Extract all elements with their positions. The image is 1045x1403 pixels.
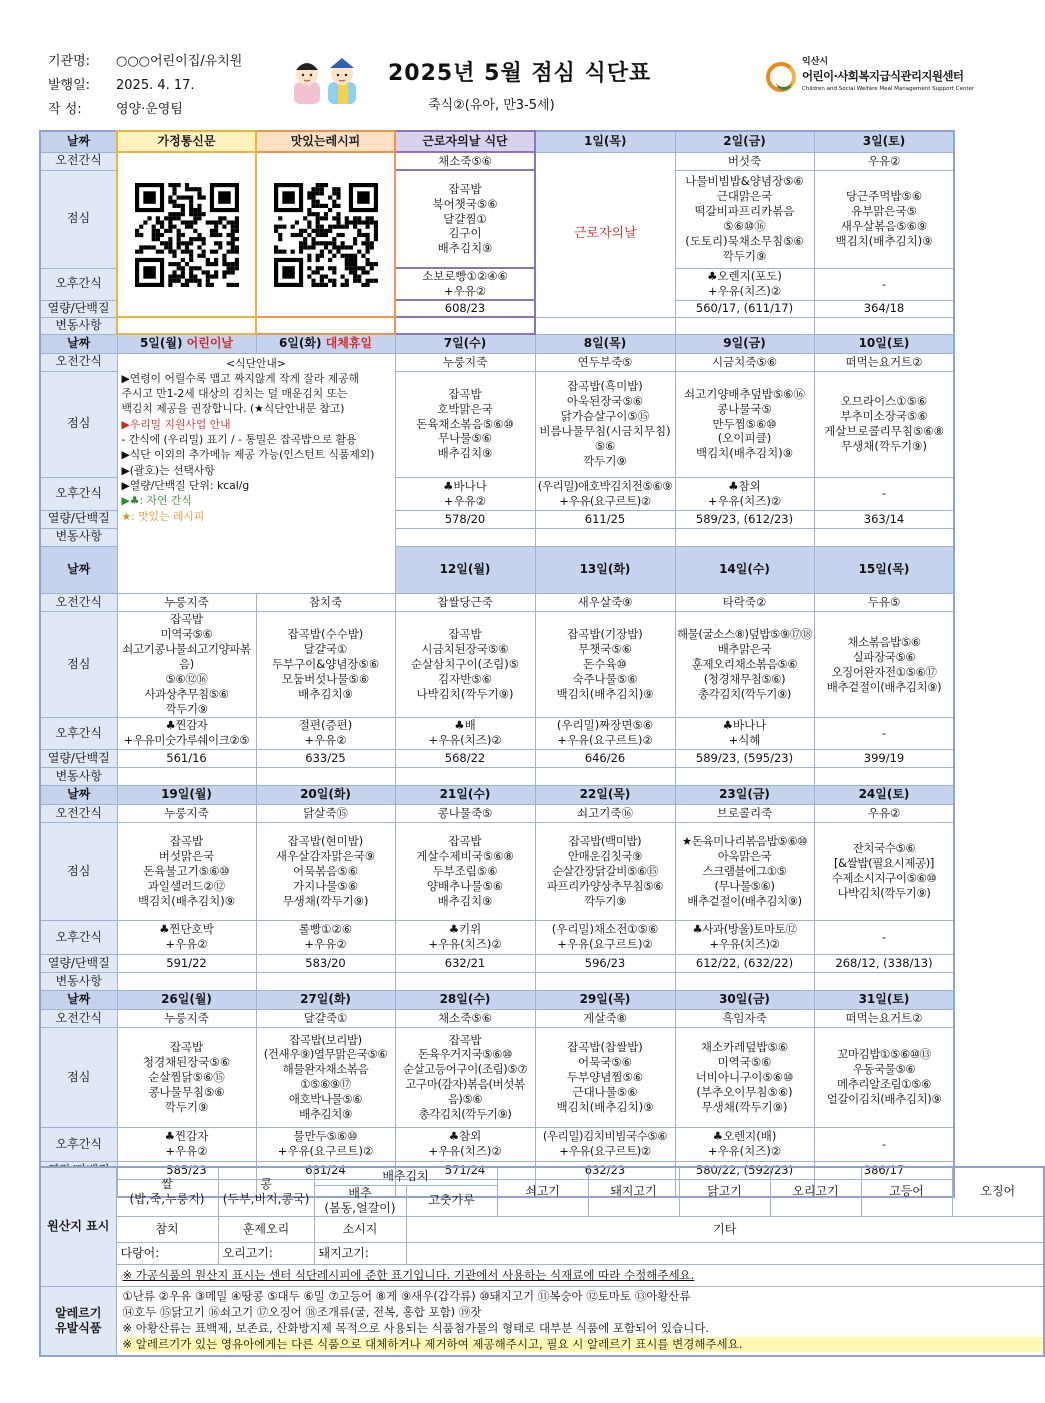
- energy-protein: 268/12, (338/13): [814, 954, 954, 972]
- document-header: [0, 0, 992, 128]
- lunch-menu: 나물비빔밥&양념장⑤⑥ 근대맑은국 떡갈비파프리카볶음 ⑤⑥⑩⑯ (도토리)묵채소무침⑤⑥ 깍두기⑨: [675, 170, 814, 268]
- guide-title: <식단안내>: [226, 356, 286, 370]
- origin-item-sausage: 소시지: [314, 1216, 406, 1242]
- am-snack: 시금치죽⑤⑥: [675, 353, 814, 371]
- guide-line: 백김치 제공을 권장합니다. (★식단안내문 참고): [121, 402, 345, 416]
- energy-protein: 399/19: [814, 749, 954, 767]
- page-title: 2025년 5월 점심 식단표: [388, 61, 652, 86]
- head-day: 28일(수): [395, 990, 535, 1009]
- origin-note: [116, 1264, 1044, 1286]
- pm-snack: (우리밀)채소전①⑤⑥ +우유(요구르트)②: [535, 920, 675, 954]
- week3-lunch-row: [40, 612, 954, 718]
- row-label-date: 날짜: [40, 546, 117, 594]
- head-tasty-recipe: 맛있는레시피: [256, 131, 395, 152]
- head-day: 8일(목): [535, 334, 675, 353]
- row-label-date: 날짜: [40, 334, 117, 353]
- changes-cell[interactable]: [395, 528, 535, 546]
- energy-protein: 631/24: [256, 1161, 395, 1179]
- pm-snack: ♣배 +우유(치즈)②: [395, 717, 535, 749]
- page-subtitle: 죽식②(유아, 만3-5세): [428, 98, 555, 113]
- qr-code-family-letter[interactable]: [135, 183, 239, 287]
- changes-cell[interactable]: [675, 528, 814, 546]
- agency-line: [48, 50, 242, 69]
- origin-item-rice: 쌀 (밥,죽,누룽지): [116, 1167, 218, 1216]
- am-snack: 채소죽⑤⑥: [395, 152, 535, 170]
- center-logo: [766, 54, 975, 104]
- menu-guide-box: [117, 353, 395, 594]
- head-day: 15일(목): [814, 546, 954, 594]
- changes-cell[interactable]: [395, 317, 535, 334]
- head-day: 10일(토): [814, 334, 954, 353]
- energy-protein: 386/17: [814, 1161, 954, 1179]
- changes-cell[interactable]: [256, 767, 395, 785]
- energy-protein: 632/21: [395, 954, 535, 972]
- energy-protein: 583/20: [256, 954, 395, 972]
- week2-date-row: [40, 334, 954, 353]
- pm-snack: -: [814, 717, 954, 749]
- pm-snack: (우리밀)애호박김치전⑤⑥⑨ +우유(요구르트)②: [535, 477, 675, 510]
- row-label-pm-snack: 오후간식: [40, 1127, 117, 1161]
- pm-snack: ♣참외 +우유(치즈)②: [395, 1127, 535, 1161]
- week1-am-row: [40, 152, 954, 170]
- lunch-menu: 잡곡밥 호박맑은국 돈육채소볶음⑤⑥⑩ 무나물⑤⑥ 배추김치⑨: [395, 371, 535, 477]
- changes-cell[interactable]: [814, 767, 954, 785]
- allergy-row: [40, 1286, 1044, 1356]
- guide-line-tasty-recipe: ★: 맛있는 레시피: [121, 509, 205, 523]
- energy-protein: 611/25: [535, 510, 675, 528]
- qr-code-recipe[interactable]: [274, 183, 378, 287]
- origin-item-tuna: 참치: [116, 1216, 218, 1242]
- row-label-lunch: 점심: [40, 1027, 117, 1127]
- energy-protein: 632/23: [535, 1161, 675, 1179]
- head-day: 24일(토): [814, 785, 954, 804]
- pm-snack: -: [814, 920, 954, 954]
- am-snack: 게살죽⑧: [535, 1009, 675, 1027]
- row-label-energy: 열량/단백질: [40, 749, 117, 767]
- author-label: 작 성:: [48, 102, 82, 117]
- pm-snack: -: [814, 1127, 954, 1161]
- lunch-menu: 쇠고기양배추덮밥⑤⑥⑯ 콩나물국⑤ 만두찜⑤⑥⑩ (오이피클) 백김치(배추김치)⑨: [675, 371, 814, 477]
- energy-protein: 364/18: [814, 300, 954, 317]
- week4-energy-row: [40, 954, 954, 972]
- origin-kimchi-group: 배추김치: [314, 1167, 497, 1185]
- am-snack: 채소죽⑤⑥: [395, 1009, 535, 1027]
- energy-protein: 571/24: [395, 1161, 535, 1179]
- pm-snack: ♣바나나 +우유②: [395, 477, 535, 510]
- week1-date-row: [40, 131, 954, 152]
- row-label-changes: 변동사항: [40, 528, 117, 546]
- row-label-am-snack: 오전간식: [40, 1009, 117, 1027]
- logo-name: 어린이·사회복지급식관리지원센터: [802, 69, 964, 83]
- lunch-menu: 해물(굴소스⑧)덮밥⑤⑨⑰⑱ 배추맑은국 훈제오리채소볶음⑤⑥ (청경채무침⑤⑥) 총각김치(깍두기⑨): [675, 612, 814, 718]
- row-label-am-snack: 오전간식: [40, 152, 117, 170]
- row-label-am-snack: 오전간식: [40, 594, 117, 612]
- agency-value: ○○○어린이집/유치원: [116, 54, 243, 69]
- am-snack: 타락죽②: [675, 594, 814, 612]
- allergy-list: [116, 1286, 1044, 1356]
- allergy-line: ⑭호두 ⑮닭고기 ⑯쇠고기 ⑰오징어 ⑱조개류(굴, 전복, 홍합 포함) ⑲잣: [122, 1304, 482, 1319]
- head-day: 20일(화): [256, 785, 395, 804]
- guide-line-wheat: ▶우리밀 지원사업 안내: [121, 417, 231, 431]
- head-day: 29일(목): [535, 990, 675, 1009]
- changes-cell[interactable]: [256, 317, 395, 334]
- energy-protein: 591/22: [117, 954, 256, 972]
- energy-protein: 608/23: [395, 300, 535, 317]
- origin-item-smoked-duck: 훈제오리: [218, 1216, 314, 1242]
- pm-snack: ♣키위 +우유(치즈)②: [395, 920, 535, 954]
- energy-protein: 589/23, (612/23): [675, 510, 814, 528]
- am-snack: 콩나물죽⑤: [395, 804, 535, 822]
- pm-snack: ♣찐감자 +우유미숫가루쉐이크②⑤: [117, 717, 256, 749]
- head-day: 14일(수): [675, 546, 814, 594]
- changes-cell[interactable]: [117, 317, 256, 334]
- lunch-menu: 잡곡밥(현미밥) 새우살감자맑은국⑨ 어묵볶음⑤⑥ 가지나물⑤⑥ 무생채(깍두기⑨): [256, 822, 395, 920]
- day-6-label: 6일(화): [278, 335, 322, 350]
- row-label-changes: 변동사항: [40, 972, 117, 990]
- head-day: 7일(수): [395, 334, 535, 353]
- pm-snack: 소보로빵①②④⑥ +우유②: [395, 268, 535, 300]
- issue-date-value: 2025. 4. 17.: [116, 78, 195, 93]
- origin-label: 원산지 표시: [40, 1167, 116, 1286]
- family-letter-qr-cell: [117, 152, 256, 317]
- head-day: 30일(금): [675, 990, 814, 1009]
- author-value: 영양·운영팀: [116, 102, 183, 117]
- issue-date-label: 발행일:: [48, 78, 91, 93]
- head-day: 9일(금): [675, 334, 814, 353]
- guide-line: ▶식단 이외의 추가메뉴 제공 가능(인스턴트 식품제외): [121, 448, 375, 462]
- head-day: 3일(토): [814, 131, 954, 152]
- energy-protein: 363/14: [814, 510, 954, 528]
- week4-lunch-row: [40, 822, 954, 920]
- origin-duck-source[interactable]: 오리고기:: [218, 1242, 314, 1264]
- week4-changes-row: [40, 972, 954, 990]
- week2-am-row: [40, 353, 954, 371]
- head-day: 13일(화): [535, 546, 675, 594]
- energy-protein: 589/23, (595/23): [675, 749, 814, 767]
- energy-protein: 568/22: [395, 749, 535, 767]
- origin-etc-source[interactable]: [406, 1242, 1044, 1264]
- changes-cell[interactable]: [256, 972, 395, 990]
- origin-item-chili-powder: 고춧가루: [406, 1185, 497, 1216]
- week3-pm-row: [40, 717, 954, 749]
- holiday-label: 근로자의날: [573, 226, 637, 242]
- origin-item-bean: 콩 (두부,비지,콩국): [218, 1167, 314, 1216]
- issue-date-line: [48, 74, 195, 93]
- changes-cell[interactable]: [395, 972, 535, 990]
- energy-protein: 633/25: [256, 749, 395, 767]
- allergy-label: [40, 1286, 116, 1356]
- guide-line: ▶연령이 어릴수록 맵고 짜지않게 작게 잘라 제공해: [121, 371, 359, 385]
- origin-item-pork: 돼지고기: [588, 1167, 679, 1216]
- guide-line: - 간식에 (우리밀) 표기 / - 통밀은 잡곡밥으로 활용: [121, 433, 357, 447]
- allergy-line: ①난류 ②우유 ③메밀 ④땅콩 ⑤대두 ⑥밀 ⑦고등어 ⑧게 ⑨새우(갑각류) ⑩돼지고기 ⑪복숭아 ⑫토마토 ⑬아황산류: [122, 1289, 691, 1304]
- lunch-menu: 잡곡밥 돈육우거지국⑤⑥⑩ 순살고등어구이(조림)⑤⑦ 고구마(감자)볶음(버섯볶음)⑤⑥ 총각김치(깍두기⑨): [395, 1027, 535, 1127]
- changes-cell[interactable]: [535, 972, 675, 990]
- head-day: 22일(목): [535, 785, 675, 804]
- pm-snack: 절편(증편) +우유②: [256, 717, 395, 749]
- head-day: 19일(월): [117, 785, 256, 804]
- lunch-menu: 잡곡밥 북어챗국⑤⑥ 달걀찜① 김구이 배추김치⑨: [395, 170, 535, 268]
- row-label-energy: 열량/단백질: [40, 300, 117, 317]
- week3-am-row: [40, 594, 954, 612]
- guide-line: 주시고 만1-2세 대상의 김치는 덜 매운김치 또는: [121, 387, 348, 401]
- changes-cell[interactable]: [535, 767, 675, 785]
- head-day: 27일(화): [256, 990, 395, 1009]
- energy-protein: 596/23: [535, 954, 675, 972]
- week3-energy-row: [40, 749, 954, 767]
- changes-cell[interactable]: [117, 767, 256, 785]
- allergy-label-1: 알레르기: [55, 1305, 102, 1320]
- lunch-menu: 채소카레덮밥⑤⑥ 미역국⑤⑥ 너비아니구이⑤⑥⑩ (부추오이무침⑤⑥) 무생채(깍두기⑨): [675, 1027, 814, 1127]
- head-day: 1일(목): [535, 131, 675, 152]
- pm-snack: (우리밀)짜장면⑤⑥ +우유(요구르트)②: [535, 717, 675, 749]
- lunch-menu: 잡곡밥(기장밥) 무챗국⑤⑥ 돈수육⑩ 숙주나물⑤⑥ 백김치(배추김치)⑨: [535, 612, 675, 718]
- origin-pork-source[interactable]: 돼지고기:: [314, 1242, 406, 1264]
- lunch-menu: ★돈육미나리볶음밥⑤⑥⑩ 아욱맑은국 스크램블에그①⑤ (무나물⑤⑥) 배추겉절이(배추김치⑨): [675, 822, 814, 920]
- guide-line: ▶(괄호)는 선택사항: [121, 463, 215, 477]
- row-label-lunch: 점심: [40, 170, 117, 268]
- row-label-date: 날짜: [40, 990, 117, 1009]
- row-label-am-snack: 오전간식: [40, 804, 117, 822]
- pm-snack: ♣오렌지(배) +우유(치즈)②: [675, 1127, 814, 1161]
- changes-cell[interactable]: [814, 317, 954, 334]
- lunch-menu: 잡곡밥 버섯맑은국 돈육불고기⑤⑥⑩ 과일샐러드②⑫ 백김치(배추김치)⑨: [117, 822, 256, 920]
- am-snack: 흑임자죽: [675, 1009, 814, 1027]
- row-label-changes: 변동사항: [40, 767, 117, 785]
- am-snack: 누룽지죽: [117, 1009, 256, 1027]
- am-snack: 누룽지죽: [395, 353, 535, 371]
- lunch-menu: 잡곡밥(보리밥) (건새우⑨)열무맑은국⑤⑥ 해물완자채소볶음 ①⑤⑥⑨⑰ 애호박나물⑤⑥ 배추김치⑨: [256, 1027, 395, 1127]
- head-day: 2일(금): [675, 131, 814, 152]
- week4-am-row: [40, 804, 954, 822]
- origin-note-text: ※ 가공식품의 원산지 표시는 센터 식단레시피에 준한 표기입니다. 기관에서 사용하는 식재료에 따라 수정해주세요.: [122, 1267, 695, 1282]
- row-label-pm-snack: 오후간식: [40, 268, 117, 300]
- row-label-lunch: 점심: [40, 371, 117, 477]
- head-day-6: [256, 334, 395, 353]
- lunch-menu: 잡곡밥 시금치된장국⑤⑥ 순살삼치구이(조림)⑤ 김자반⑤⑥ 나박김치(깍두기⑨): [395, 612, 535, 718]
- origin-allergy-table: [39, 1166, 1045, 1357]
- lunch-menu: 잡곡밥(흑미밥) 아욱된장국⑤⑥ 닭가슴살구이⑤⑮ 비름나물무침(시금치무침) ⑤⑥ 깍두기⑨: [535, 371, 675, 477]
- lunch-menu: 잡곡밥(찹쌀밥) 어묵국⑤⑥ 두부양념찜⑤⑥ 근대나물⑤⑥ 백김치(배추김치)⑨: [535, 1027, 675, 1127]
- menu-table: [39, 130, 955, 1198]
- am-snack: 연두부죽⑤: [535, 353, 675, 371]
- lunch-menu: 오므라이스①⑤⑥ 부추미소장국⑤⑥ 게살브로콜리무침⑤⑥⑧ 무생채(깍두기⑨): [814, 371, 954, 477]
- changes-cell[interactable]: [395, 767, 535, 785]
- pm-snack: ♣바나나 +식혜: [675, 717, 814, 749]
- energy-protein: 561/16: [117, 749, 256, 767]
- row-label-date: 날짜: [40, 131, 117, 152]
- energy-protein: 578/20: [395, 510, 535, 528]
- changes-cell[interactable]: [535, 317, 675, 334]
- changes-cell[interactable]: [675, 767, 814, 785]
- pm-snack: -: [814, 477, 954, 510]
- hanbok-children-illustration: [284, 52, 374, 106]
- lunch-menu: 잡곡밥 게살수제비국⑤⑥⑧ 두부조림⑤⑥ 양배추나물⑤⑥ 배추김치⑨: [395, 822, 535, 920]
- week5-am-row: [40, 1009, 954, 1027]
- am-snack: 새우살죽⑨: [535, 594, 675, 612]
- lunch-menu: 잔치국수⑤⑥ [&쌀밥(필요시제공)] 수제소시지구이⑤⑥⑩ 나박김치(깍두기⑨): [814, 822, 954, 920]
- am-snack: 브로콜리죽: [675, 804, 814, 822]
- head-day: 31일(토): [814, 990, 954, 1009]
- am-snack: 떠먹는요거트②: [814, 1009, 954, 1027]
- week5-date-row: [40, 990, 954, 1009]
- allergy-label-2: 유발식품: [55, 1320, 102, 1335]
- energy-protein: 585/23: [117, 1161, 256, 1179]
- origin-item-chicken: 닭고기: [679, 1167, 770, 1216]
- changes-cell[interactable]: [535, 528, 675, 546]
- logo-english: Children and Social Welfare Meal Management Support Center: [802, 86, 975, 92]
- lunch-menu: 잡곡밥 미역국⑤⑥ 쇠고기콩나물쇠고기양파볶음) ⑤⑥⑫⑯ 사과상추무침⑤⑥ 깍두기⑨: [117, 612, 256, 718]
- lunch-menu: 채소볶음밥⑤⑥ 실파장국⑤⑥ 오징어완자전①⑤⑥⑰ 배추겉절이(배추김치⑨): [814, 612, 954, 718]
- logo-mark-icon: [766, 62, 796, 92]
- week4-pm-row: [40, 920, 954, 954]
- author-line: [48, 98, 183, 117]
- row-label-am-snack: 오전간식: [40, 353, 117, 371]
- am-snack: 쇠고기죽⑯: [535, 804, 675, 822]
- row-label-energy: 열량/단백질: [40, 954, 117, 972]
- am-snack: 버섯죽: [675, 152, 814, 170]
- origin-row-4: [40, 1264, 1044, 1286]
- pm-snack: ♣참외 +우유(치즈)②: [675, 477, 814, 510]
- recipe-qr-cell: [256, 152, 395, 317]
- row-label-energy: 열량/단백질: [40, 510, 117, 528]
- lunch-menu: 당근주먹밥⑤⑥ 유부맑은국⑤ 새우살볶음⑤⑥⑨ 백김치(배추김치)⑨: [814, 170, 954, 268]
- origin-item-beef: 쇠고기: [497, 1167, 588, 1216]
- origin-row-2: [40, 1216, 1044, 1242]
- pm-snack: 롤빵①②⑥ +우유②: [256, 920, 395, 954]
- head-day: 23일(금): [675, 785, 814, 804]
- am-snack: 닭살죽⑮: [256, 804, 395, 822]
- origin-row-3: [40, 1242, 1044, 1264]
- day-5-label: 5일(월): [139, 335, 183, 350]
- row-label-lunch: 점심: [40, 822, 117, 920]
- pm-snack: ♣오렌지(포도) +우유(치즈)②: [675, 268, 814, 300]
- head-day: 12일(월): [395, 546, 535, 594]
- pm-snack: ♣찐감자 +우유②: [117, 1127, 256, 1161]
- changes-cell[interactable]: [117, 972, 256, 990]
- head-day-5: [117, 334, 256, 353]
- week1-changes-row: [40, 317, 954, 334]
- energy-protein: 580/22, (592/23): [675, 1161, 814, 1179]
- childrens-day-label: 어린이날: [186, 335, 234, 350]
- origin-item-cabbage: 배추 (봄동,얼갈이): [314, 1185, 406, 1216]
- am-snack: 찹쌀당근죽: [395, 594, 535, 612]
- allergy-note-highlight: ※ 알레르기가 있는 영유아에게는 다른 식품으로 대체하거나 제거하여 제공해주시고, 필요 시 알레르기 표시를 변경해주세요.: [123, 1337, 1044, 1353]
- pm-snack: -: [814, 268, 954, 300]
- changes-cell[interactable]: [814, 528, 954, 546]
- lunch-menu: 꼬마김밥①⑤⑥⑩⑬ 우동국물⑤⑥ 메추리알조림①⑤⑥ 얼갈이김치(배추김치)⑨: [814, 1027, 954, 1127]
- row-label-lunch: 점심: [40, 612, 117, 718]
- week5-pm-row: [40, 1127, 954, 1161]
- pm-snack: ♣사과(방울)토마토⑫ +우유(치즈)②: [675, 920, 814, 954]
- head-day: 21일(수): [395, 785, 535, 804]
- origin-item-etc: 기타: [406, 1216, 1044, 1242]
- am-snack: 우유②: [814, 804, 954, 822]
- am-snack: 떠먹는요거트②: [814, 353, 954, 371]
- origin-item-duck: 오리고기: [770, 1167, 861, 1216]
- am-snack: 두유⑤: [814, 594, 954, 612]
- changes-cell[interactable]: [814, 972, 954, 990]
- origin-tuna-source[interactable]: 다랑어:: [116, 1242, 218, 1264]
- week3-changes-row: [40, 767, 954, 785]
- origin-item-mackerel: 고등어: [861, 1167, 952, 1216]
- row-label-pm-snack: 오후간식: [40, 920, 117, 954]
- am-snack: 누룽지죽: [117, 804, 256, 822]
- lunch-menu: 잡곡밥(백미밥) 안매운김칫국⑨ 순살간장닭갈비⑤⑥⑮ 파프리카양상추무침⑤⑥ 깍두기⑨: [535, 822, 675, 920]
- changes-cell[interactable]: [675, 317, 814, 334]
- lunch-menu: 잡곡밥(수수밥) 달걀국① 두부구이&양념장⑤⑥ 모둠버섯나물⑤⑥ 배추김치⑨: [256, 612, 395, 718]
- row-label-changes: 변동사항: [40, 317, 117, 334]
- head-family-letter: 가정통신문: [117, 131, 256, 152]
- row-label-date: 날짜: [40, 785, 117, 804]
- lunch-menu: 잡곡밥 청경채된장국⑤⑥ 순살찜닭⑤⑥⑮ 콩나물무침⑤⑥ 깍두기⑨: [117, 1027, 256, 1127]
- head-workers-day-menu: 근로자의날 식단: [395, 131, 535, 152]
- allergy-note: ※ 아황산류는 표백제, 보존료, 산화방지제 목적으로 사용되는 식품첨가물의 형태로 대부분 식품에 포함되어 있습니다.: [122, 1320, 710, 1335]
- energy-protein: 612/22, (632/22): [675, 954, 814, 972]
- origin-row-1a: [40, 1167, 1044, 1185]
- guide-line-natural-snack: ▶♣: 자연 간식: [121, 494, 192, 508]
- origin-item-squid: 오징어: [952, 1167, 1044, 1216]
- energy-protein: 646/26: [535, 749, 675, 767]
- guide-line: ▶열량/단백질 단위: kcal/g: [121, 479, 250, 493]
- week4-date-row: [40, 785, 954, 804]
- am-snack: 달걀죽①: [256, 1009, 395, 1027]
- head-day: 26일(월): [117, 990, 256, 1009]
- energy-protein: 560/17, (611/17): [675, 300, 814, 317]
- am-snack: 우유②: [814, 152, 954, 170]
- pm-snack: (우리밀)김치비빔국수⑤⑥ +우유(요구르트)②: [535, 1127, 675, 1161]
- week5-lunch-row: [40, 1027, 954, 1127]
- am-snack: 참치죽: [256, 594, 395, 612]
- changes-cell[interactable]: [675, 972, 814, 990]
- pm-snack: ♣찐단호박 +우유②: [117, 920, 256, 954]
- substitute-holiday-label: 대체휴일: [325, 335, 373, 350]
- holiday-cell: [535, 152, 675, 317]
- logo-city: 익산시: [802, 57, 829, 67]
- pm-snack: 물만두⑤⑥⑩ +우유(요구르트)②: [256, 1127, 395, 1161]
- am-snack: 누룽지죽: [117, 594, 256, 612]
- row-label-pm-snack: 오후간식: [40, 717, 117, 749]
- row-label-pm-snack: 오후간식: [40, 477, 117, 510]
- agency-label: 기관명:: [48, 54, 91, 69]
